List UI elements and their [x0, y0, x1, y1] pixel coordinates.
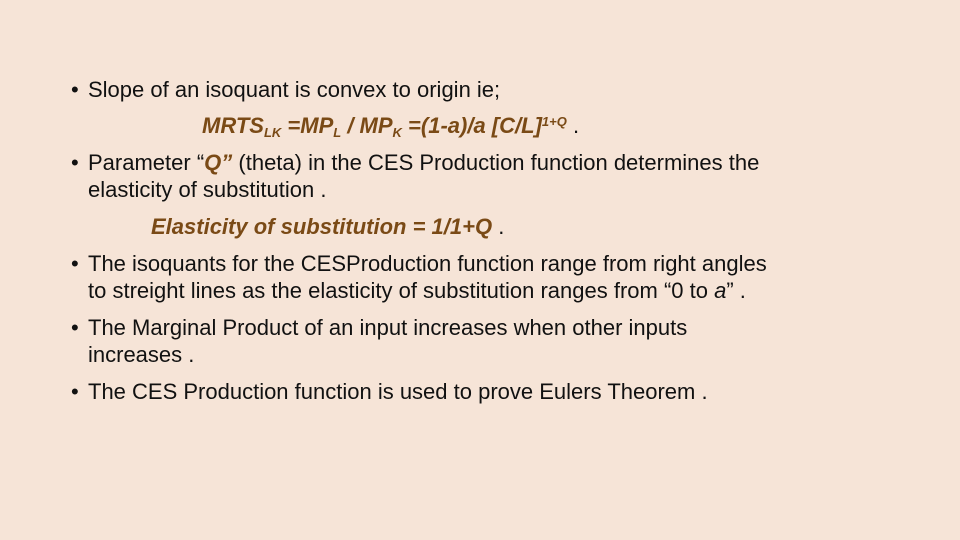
bullet-4-line2: increases .	[88, 342, 195, 367]
bullet-marker: •	[71, 77, 79, 102]
bullet-2-post: (theta) in the CES Production function determines the	[232, 150, 760, 175]
bullet-3-a: a	[714, 278, 727, 303]
bullet-4-line1: The Marginal Product of an input increases when other inputs	[88, 315, 688, 340]
bullet-marker: •	[71, 379, 79, 404]
formula-eq-mp: =MP	[281, 113, 334, 138]
elasticity-formula-end: .	[492, 214, 505, 239]
bullet-text-5: The CES Production function is used to prove Eulers Theorem .	[88, 379, 708, 404]
formula-sub-l: L	[333, 125, 342, 140]
bullet-2-pre: Parameter “	[88, 150, 205, 175]
bullet-3-line2	[88, 278, 746, 304]
bullet-3-line2-pre: to streight lines as the elasticity of substitution ranges from “0 to	[88, 278, 715, 303]
bullet-3-line1: The isoquants for the CESProduction function range from right angles	[88, 251, 767, 276]
bullet-text-2	[88, 150, 759, 176]
bullet-marker: •	[71, 150, 79, 175]
mrts-formula	[202, 113, 579, 139]
formula-rest: =(1-a)/a [C/L]	[401, 113, 542, 138]
elasticity-formula	[151, 214, 504, 240]
elasticity-formula-text: Elasticity of substitution = 1/1+Q	[151, 214, 493, 239]
formula-sub-k: K	[392, 125, 402, 140]
bullet-2-q: Q”	[204, 150, 233, 175]
formula-sup: 1+Q	[541, 114, 567, 129]
bullet-marker: •	[71, 251, 79, 276]
formula-sub-lk: LK	[263, 125, 282, 140]
bullet-2-line2: elasticity of substitution .	[88, 177, 327, 202]
bullet-text-1: Slope of an isoquant is convex to origin ie;	[88, 77, 501, 102]
formula-slash-mp: / MP	[341, 113, 393, 138]
formula-end: .	[566, 113, 580, 138]
formula-mrts: MRTS	[202, 113, 264, 138]
bullet-marker: •	[71, 315, 79, 340]
bullet-3-line2-post: ” .	[726, 278, 746, 303]
